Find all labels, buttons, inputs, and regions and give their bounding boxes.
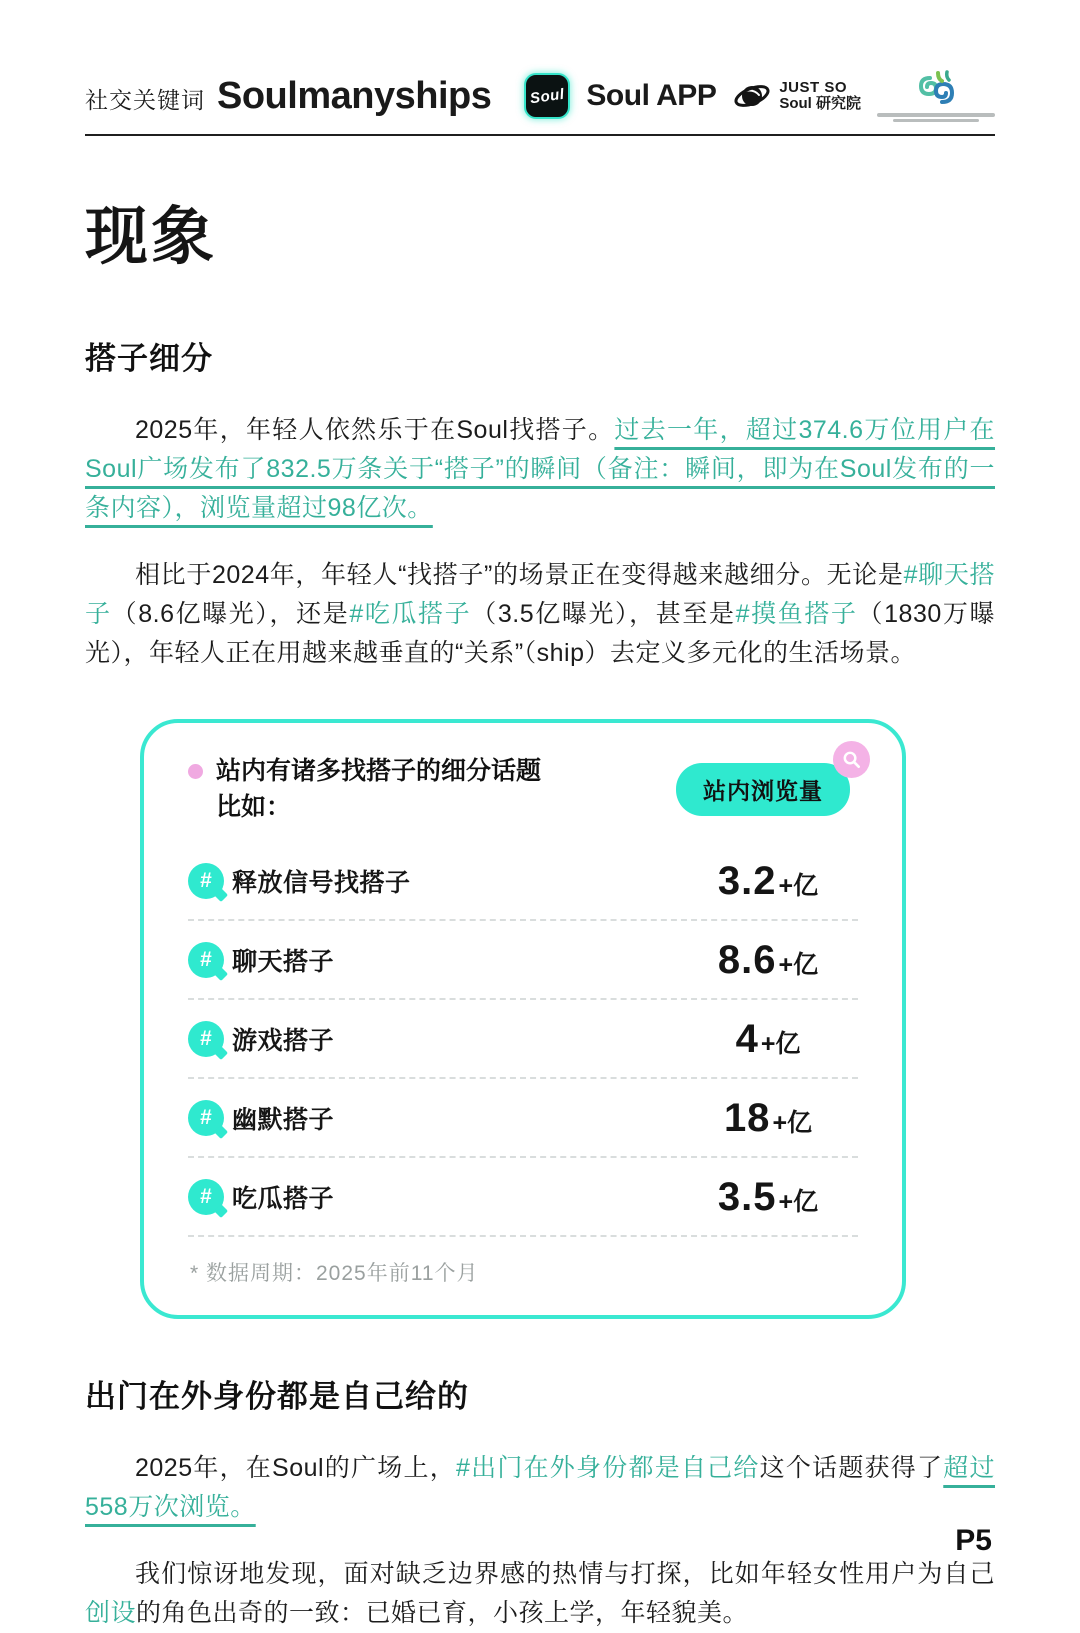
soul-icon-label: Soul	[529, 85, 566, 107]
views-unit: +亿	[778, 950, 819, 979]
page-title: 现象	[85, 202, 217, 272]
header-logos	[524, 70, 995, 122]
justso-text	[779, 80, 861, 112]
topic-views	[678, 1096, 858, 1141]
topics-data-card	[140, 719, 906, 1319]
section2-paragraph1	[85, 1449, 995, 1527]
topic-views	[678, 1175, 858, 1220]
hashtag-slacking-buddy: #摸鱼搭子	[735, 600, 858, 628]
header-title-group	[85, 75, 491, 118]
org-tiny-text	[877, 113, 995, 122]
s2p2-highlight: 创设	[85, 1598, 137, 1627]
views-value: 18	[723, 1095, 771, 1140]
p2-text-1: 相比于2024年，年轻人“找搭子”的场景正在变得越来越细分。无论是	[135, 561, 904, 589]
hashtag-icon: #	[188, 1179, 224, 1215]
views-unit: +亿	[778, 871, 819, 900]
views-unit: +亿	[778, 1187, 819, 1216]
views-unit: +亿	[760, 1029, 801, 1058]
card-title	[216, 753, 541, 826]
keyword-label: 社交关键词	[85, 86, 205, 113]
section1-paragraph2	[85, 556, 995, 673]
section1-paragraph1	[85, 411, 995, 528]
views-value: 3.5	[717, 1174, 777, 1219]
topic-label: 释放信号找搭子	[232, 869, 411, 897]
justso-logo	[732, 76, 861, 116]
card-title-line1: 站内有诸多找搭子的细分话题	[216, 757, 542, 785]
soul-app-icon	[524, 73, 570, 119]
p2-text-2: （8.6亿曝光），还是	[111, 600, 350, 628]
brand-title: Soulmanyships	[217, 74, 492, 117]
table-row	[188, 921, 858, 1000]
views-value: 4	[735, 1016, 759, 1061]
p2-text-3: （3.5亿曝光），甚至是	[471, 600, 736, 628]
views-unit: +亿	[772, 1108, 813, 1137]
justso-line2: Soul 研究院	[779, 95, 861, 112]
table-row	[188, 842, 858, 921]
table-row	[188, 1079, 858, 1158]
hashtag-chat-buddy: #聊天搭子	[85, 561, 995, 628]
p1-text: 2025年，年轻人依然乐于在Soul找搭子。	[135, 416, 615, 444]
hashtag-identity-topic: #出门在外身份都是自己给	[455, 1453, 760, 1482]
hashtag-icon: #	[188, 1021, 224, 1057]
page-number: P5	[955, 1524, 992, 1557]
table-row	[188, 1000, 858, 1079]
section2-paragraph2	[85, 1555, 995, 1633]
hashtag-icon: #	[188, 863, 224, 899]
views-badge: 站内浏览量	[676, 763, 850, 816]
topic-label: 吃瓜搭子	[232, 1185, 335, 1213]
hashtag-gossip-buddy: #吃瓜搭子	[349, 600, 472, 628]
swirl-icon	[914, 70, 958, 110]
views-value: 8.6	[717, 937, 777, 982]
topic-views	[678, 859, 858, 904]
card-header	[188, 753, 858, 826]
hashtag-icon: #	[188, 1100, 224, 1136]
data-period-footnote: * 数据周期：2025年前11个月	[190, 1261, 479, 1285]
topic-label: 幽默搭子	[232, 1106, 335, 1134]
org-logo	[877, 70, 995, 122]
s2p1-text-2: 这个话题获得了	[759, 1453, 944, 1482]
section1-heading: 搭子细分	[85, 341, 213, 376]
card-title-line2: 比如：	[216, 793, 292, 822]
topic-views	[678, 1017, 858, 1062]
justso-line1: JUST SO	[779, 79, 848, 97]
table-row	[188, 1158, 858, 1237]
section2-heading: 出门在外身份都是自己给的	[85, 1378, 469, 1414]
s2p1-highlight-underlined: 超过558万次浏览。	[85, 1453, 995, 1521]
hashtag-icon: #	[188, 942, 224, 978]
s2p2-text-1: 我们惊讶地发现，面对缺乏边界感的热情与打探，比如年轻女性用户为自己	[135, 1559, 995, 1588]
s2p2-text-2: 的角色出奇的一致：已婚已育，小孩上学，年轻貌美。	[136, 1598, 749, 1627]
topic-rows	[188, 842, 858, 1237]
views-value: 3.2	[717, 858, 777, 903]
s2p1-text-1: 2025年，在Soul的广场上，	[135, 1453, 456, 1482]
views-badge-wrap	[676, 763, 850, 816]
topic-label: 游戏搭子	[232, 1027, 335, 1055]
topic-views	[678, 938, 858, 983]
magnifier-icon	[833, 741, 870, 778]
page-header	[85, 0, 995, 136]
p2-text-4: （1830万曝光），年轻人正在用越来越垂直的“关系”（ship）去定义多元化的生活场景。	[85, 600, 995, 667]
planet-icon	[732, 76, 772, 116]
topic-label: 聊天搭子	[232, 948, 335, 976]
p1-highlight-underlined: 过去一年，超过374.6万位用户在Soul广场发布了832.5万条关于“搭子”的瞬间（备注：瞬间，即为在Soul发布的一条内容），浏览量超过98亿次。	[85, 416, 996, 522]
soul-app-label: Soul APP	[586, 79, 717, 112]
